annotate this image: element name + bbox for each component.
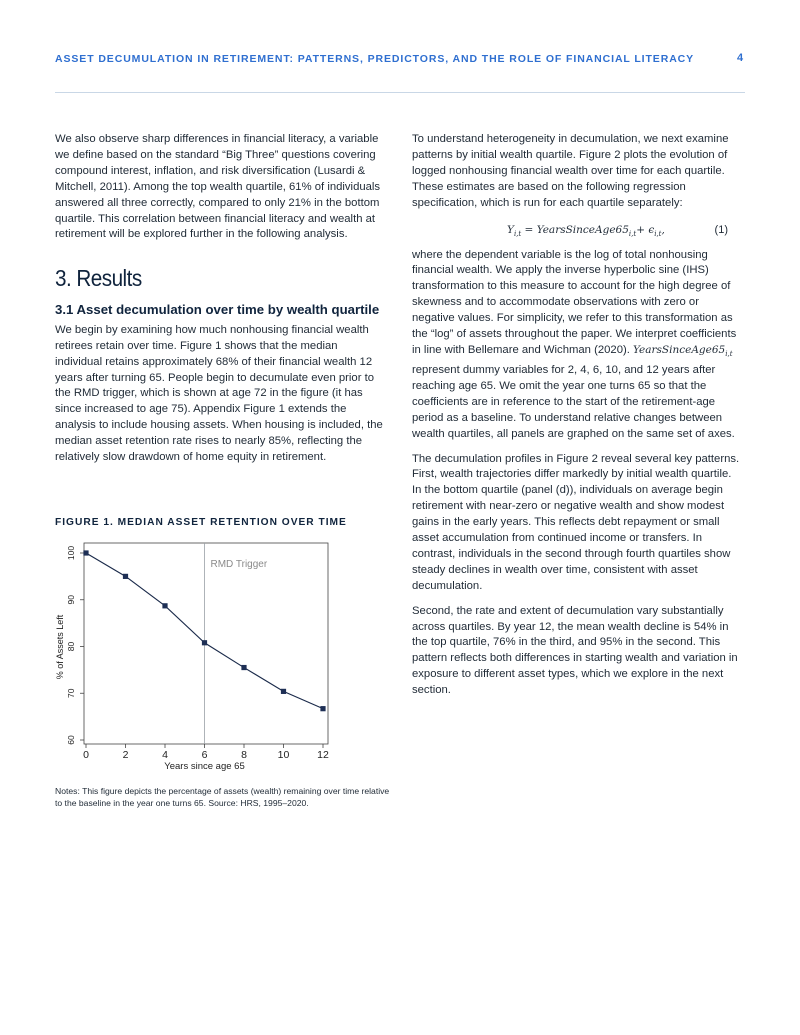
data-point [320,706,325,711]
heterogeneity-paragraph: To understand heterogeneity in decumulation, we next examine patterns by initial wealth quartile. Figure 2 plots the evolution of logged nonhousing financial wealth over time for each quartile. These estimates are based on the following regression specification, which is run for each quartile separately: [412,133,729,209]
y-tick-label: 70 [66,688,76,698]
data-point [281,689,286,694]
figure-1-chart [55,540,390,775]
profiles-paragraph: The decumulation profiles in Figure 2 reveal several key patterns. First, wealth trajectories differ markedly by initial wealth quartile. In the bottom quartile (panel (d)), individuals on average begin retirement with near-zero or negative wealth and show modest gains in the early years. This reflects debt repayment or small asset accumulation from continued income or transfers. In contrast, individuals in the second through fourth quartiles show steady declines in wealth over time, consistent with asset decumulation. [412,452,740,592]
rate-paragraph: Second, the rate and extent of decumulation vary substantially across quartiles. By year 12, the mean wealth decline is 54% in the top quartile, 76% in the third, and 95% in the second. This pattern reflects both differences in starting wealth and variation in exposure to different asset types, which we explore in the next section. [412,604,738,697]
methods-paragraph: where the dependent variable is the log of total nonhousing financial wealth. We apply the inverse hyperbolic sine (IHS) transformation to this measure to account for the high degree of skewness and to accommodate observations with zero or negative values. For simplicity, we refer to this transformation as the “log” of assets throughout the paper. We interpret coefficients in line with Bellemare and Wichman (2020). $YearsSinceAge65_{i,t}$ represent dummy variables for 2, 4, 6, 10, and 12 years after reaching age 65. We omit the year one turns 65 so that the coefficients are in reference to the start of the retirement-age period as a baseline. To understand relative changes between wealth quartiles, all panels are graphed on the same set of axes. [412,248,737,440]
results-paragraph: We begin by examining how much nonhousing financial wealth retirees retain over time. Figure 1 shows that the median individual retains approximately 68% of their financial wealth 12 years after turning 65. People begin to decumulate even prior to the RMD trigger, which is shown at age 72 in the figure (it has since increased to age 75). Appendix Figure 1 extends the analysis to include housing assets. When housing is included, the median asset retention rate rises to nearly 85%, reflecting the relatively slow drawdown of home equity in retirement. [55,323,383,464]
right-column [412,132,742,699]
intro-paragraph: We also observe sharp differences in financial literacy, a variable we define based on the standard “Big Three” questions covering compound interest, inflation, and risk diversification (Lusardi & Mitchell, 2011). Among the top wealth quartile, 61% of individuals answered all three correctly, compared to only 21% in the bottom quartile. This correlation between financial literacy and wealth at retirement will be explored further in the following analysis. [55,133,381,241]
y-tick-label: 100 [66,545,76,561]
rmd-trigger-label: RMD Trigger [210,559,268,570]
data-point [202,640,207,645]
x-tick-label: 12 [317,749,329,761]
x-tick-label: 6 [201,749,208,761]
left-column [55,132,385,466]
x-tick-label: 10 [277,749,290,761]
y-axis-title: % of Assets Left [55,614,65,680]
figure-title: FIGURE 1. MEDIAN ASSET RETENTION OVER TIME [55,517,347,528]
subsection-title: 3.1 Asset decumulation over time by wealth quartile [55,302,380,318]
y-tick-label: 80 [66,641,76,652]
x-tick-label: 8 [241,749,247,761]
data-point [123,574,128,579]
data-point [241,665,246,670]
data-point [83,550,88,555]
data-point [162,603,167,608]
running-header: ASSET DECUMULATION IN RETIREMENT: PATTERNS, PREDICTORS, AND THE ROLE OF FINANCIAL LITERACY [55,53,695,65]
page-number: 4 [737,52,744,64]
figure-notes: Notes: This figure depicts the percentage of assets (wealth) remaining over time relative to the baseline in the year one turns 65. Source: HRS, 1995–2020. [55,786,390,808]
header-divider [55,92,745,93]
section-title: 3. Results [55,265,142,292]
x-axis-title: Years since age 65 [164,761,245,772]
x-tick-label: 2 [122,749,129,761]
y-tick-label: 60 [66,735,76,745]
y-tick-label: 90 [66,595,76,605]
regression-equation: $Y_{i,t}$ = $YearsSinceAge65_{i,t}+ \epsilon_{i,t}$, (1) [507,223,728,238]
x-tick-label: 0 [83,749,89,761]
x-tick-label: 4 [162,749,168,761]
equation-number: (1) [714,223,728,236]
